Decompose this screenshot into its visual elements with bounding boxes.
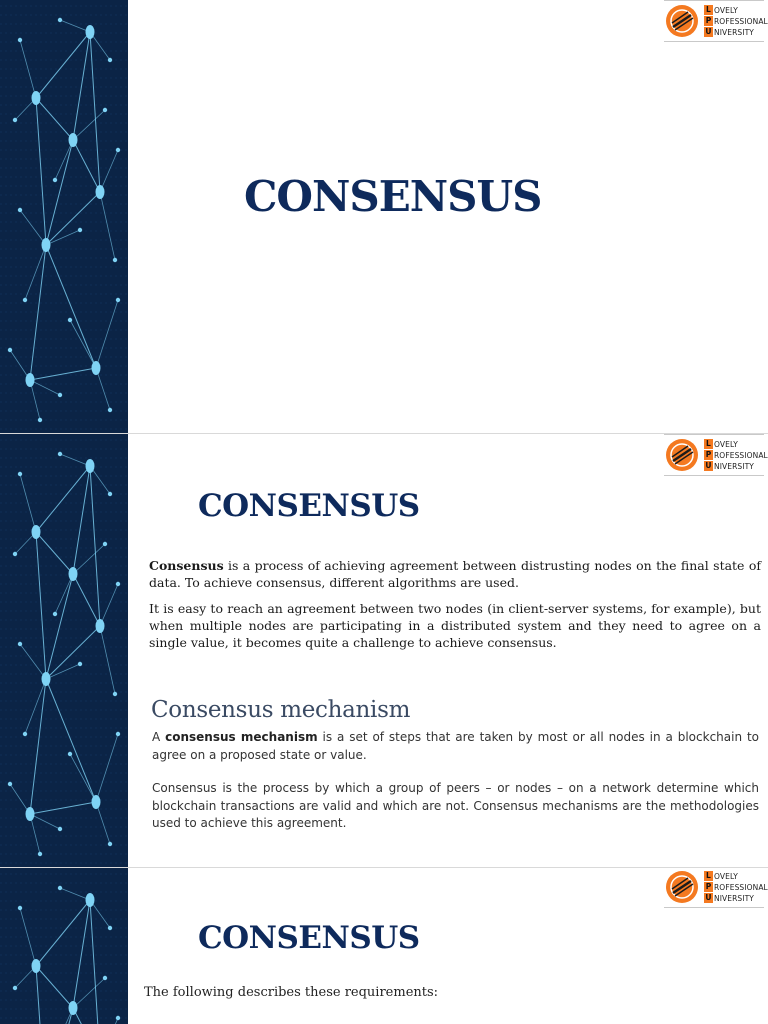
mechanism-prefix: A [152,730,166,744]
logo-letter-l: L [704,871,713,881]
network-graphic [0,868,128,1024]
lpu-wordmark [704,439,768,472]
logo-letter-u: U [705,461,712,470]
lpu-wordmark [704,5,768,38]
logo-line-2: ROFESSIONAL [714,450,768,460]
logo-line-3: NIVERSITY [714,893,754,903]
logo-letter-p: P [705,450,712,459]
slide-2 [0,434,768,868]
lpu-emblem-icon [664,869,700,905]
mechanism-text: is a set of steps that are taken by most or all nodes in a blockchain to agree on a proposed state or value. [152,730,760,762]
consensus-definition [149,557,761,591]
lpu-emblem-icon [664,437,700,473]
consensus-process-paragraph: Consensus is the process by which a group of peers – or nodes – on a network determine which blockchain transactions are valid and which are not. Consensus mechanisms are the methodologies used to achieve this agreement. [152,781,759,830]
section-heading: Consensus mechanism [151,697,411,723]
network-sidebar [0,434,128,868]
logo-line-1: OVELY [714,871,738,881]
logo-line-2: ROFESSIONAL [714,16,768,26]
logo-letter-u: U [705,893,712,902]
slide-title: CONSENSUS [244,172,542,221]
lpu-wordmark [704,871,768,904]
lpu-emblem-icon [664,3,700,39]
requirements-intro: The following describes these requirements: [144,985,439,1000]
logo-line-1: OVELY [714,5,738,15]
slide-1 [0,0,768,434]
lpu-logo [664,868,768,908]
definition-text: is a process of achieving agreement between distrusting nodes on the final state of data. To achieve consensus, different algorithms are used. [149,558,761,590]
term-consensus: Consensus [149,558,224,573]
slide-title: CONSENSUS [198,488,420,524]
logo-letter-l: L [704,439,713,449]
logo-letter-u: U [705,27,712,36]
logo-line-3: NIVERSITY [714,27,754,37]
logo-letter-p: P [705,16,712,25]
lpu-logo [664,434,768,476]
lpu-logo [664,0,768,42]
slide-3 [0,868,768,1024]
agreement-paragraph: It is easy to reach an agreement between two nodes (in client-server systems, for example), but when multiple nodes are participating in a distributed system and they need to agree on a single value, it becomes quite a challenge to achieve consensus. [149,601,761,650]
term-consensus-mechanism: consensus mechanism [165,730,318,744]
network-graphic [0,434,128,868]
slide-title: CONSENSUS [198,920,420,956]
logo-line-2: ROFESSIONAL [714,882,768,892]
logo-line-1: OVELY [714,439,738,449]
logo-letter-l: L [704,5,713,15]
logo-line-3: NIVERSITY [714,461,754,471]
logo-letter-p: P [705,882,712,891]
network-sidebar [0,868,128,1024]
network-graphic [0,0,128,434]
network-sidebar [0,0,128,434]
mechanism-definition [152,729,759,764]
